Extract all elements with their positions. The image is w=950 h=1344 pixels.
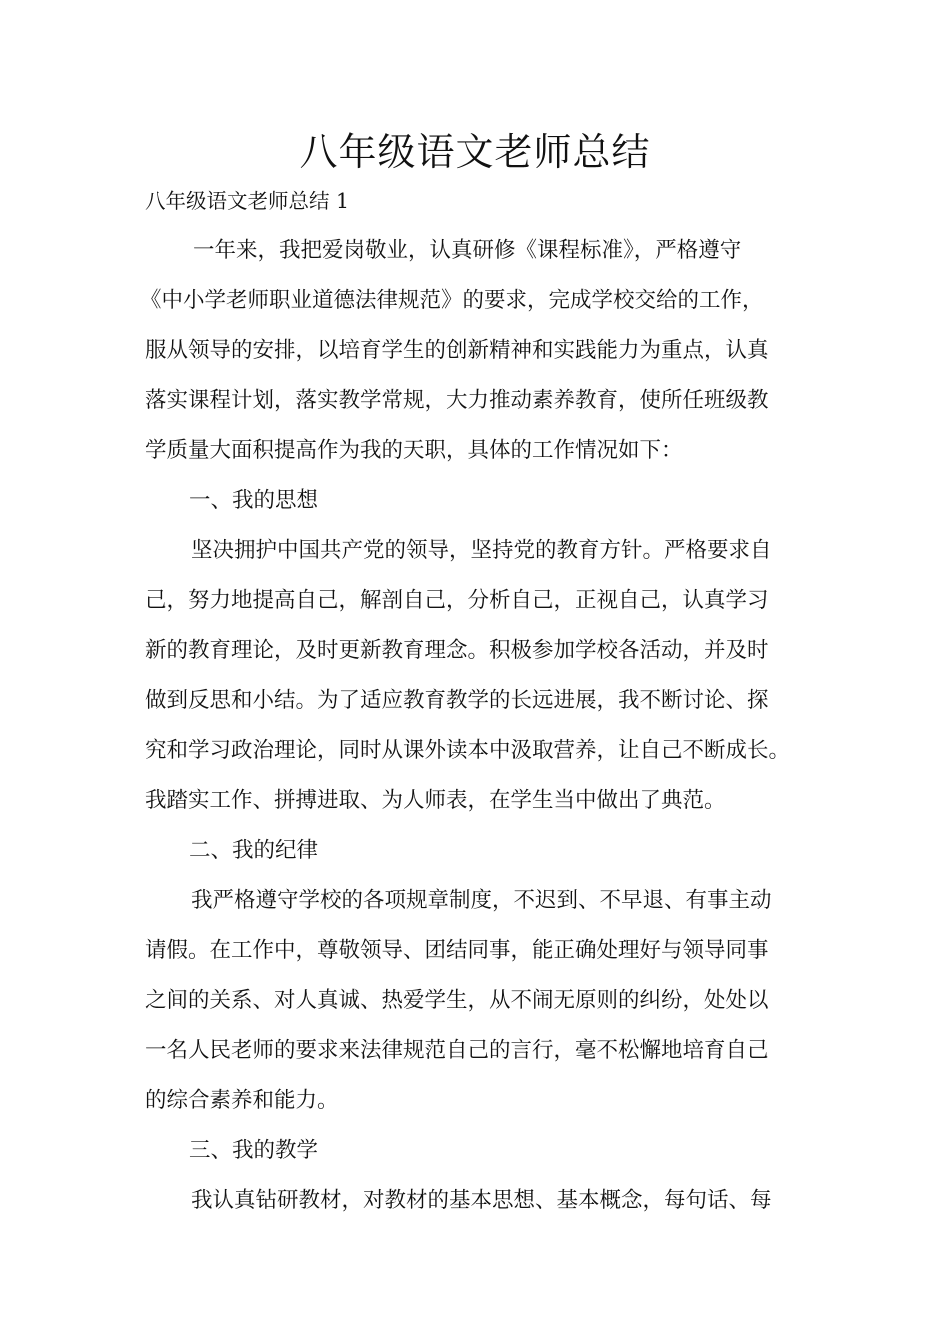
paragraph-line: 我认真钻研教材，对教材的基本思想、基本概念，每句话、每 — [191, 1188, 772, 1213]
paragraph-line: 我严格遵守学校的各项规章制度，不迟到、不早退、有事主动 — [191, 888, 772, 913]
paragraph-line: 己，努力地提高自己，解剖自己，分析自己，正视自己，认真学习 — [145, 588, 769, 613]
paragraph-line: 一名人民老师的要求来法律规范自己的言行，毫不松懈地培育自己 — [145, 1038, 769, 1063]
section-heading: 二、我的纪律 — [189, 838, 319, 863]
paragraph-line: 之间的关系、对人真诚、热爱学生，从不闹无原则的纠纷，处处以 — [145, 988, 769, 1013]
paragraph-line: 我踏实工作、拼搏进取、为人师表，在学生当中做出了典范。 — [145, 788, 726, 813]
document-title: 八年级语文老师总结 — [299, 130, 651, 174]
paragraph-line: 究和学习政治理论，同时从课外读本中汲取营养，让自己不断成长。 — [145, 738, 791, 763]
paragraph-line: 学质量大面积提高作为我的天职，具体的工作情况如下： — [145, 438, 683, 463]
section-heading: 一、我的思想 — [189, 488, 319, 513]
section-heading: 三、我的教学 — [189, 1138, 319, 1163]
paragraph-line: 一年来，我把爱岗敬业，认真研修《课程标准》，严格遵守 — [193, 238, 742, 263]
paragraph-line: 的综合素养和能力。 — [145, 1088, 339, 1113]
paragraph-line: 《中小学老师职业道德法律规范》的要求，完成学校交给的工作， — [140, 288, 764, 313]
paragraph-line: 落实课程计划，落实教学常规，大力推动素养教育，使所任班级教 — [145, 388, 769, 413]
paragraph-line: 服从领导的安排，以培育学生的创新精神和实践能力为重点，认真 — [145, 338, 769, 363]
paragraph-line: 坚决拥护中国共产党的领导，坚持党的教育方针。严格要求自 — [191, 538, 772, 563]
document-subtitle: 八年级语文老师总结 1 — [145, 189, 350, 213]
paragraph-line: 新的教育理论，及时更新教育理念。积极参加学校各活动，并及时 — [145, 638, 769, 663]
paragraph-line: 请假。在工作中，尊敬领导、团结同事，能正确处理好与领导同事 — [145, 938, 769, 963]
paragraph-line: 做到反思和小结。为了适应教育教学的长远进展，我不断讨论、探 — [145, 688, 769, 713]
